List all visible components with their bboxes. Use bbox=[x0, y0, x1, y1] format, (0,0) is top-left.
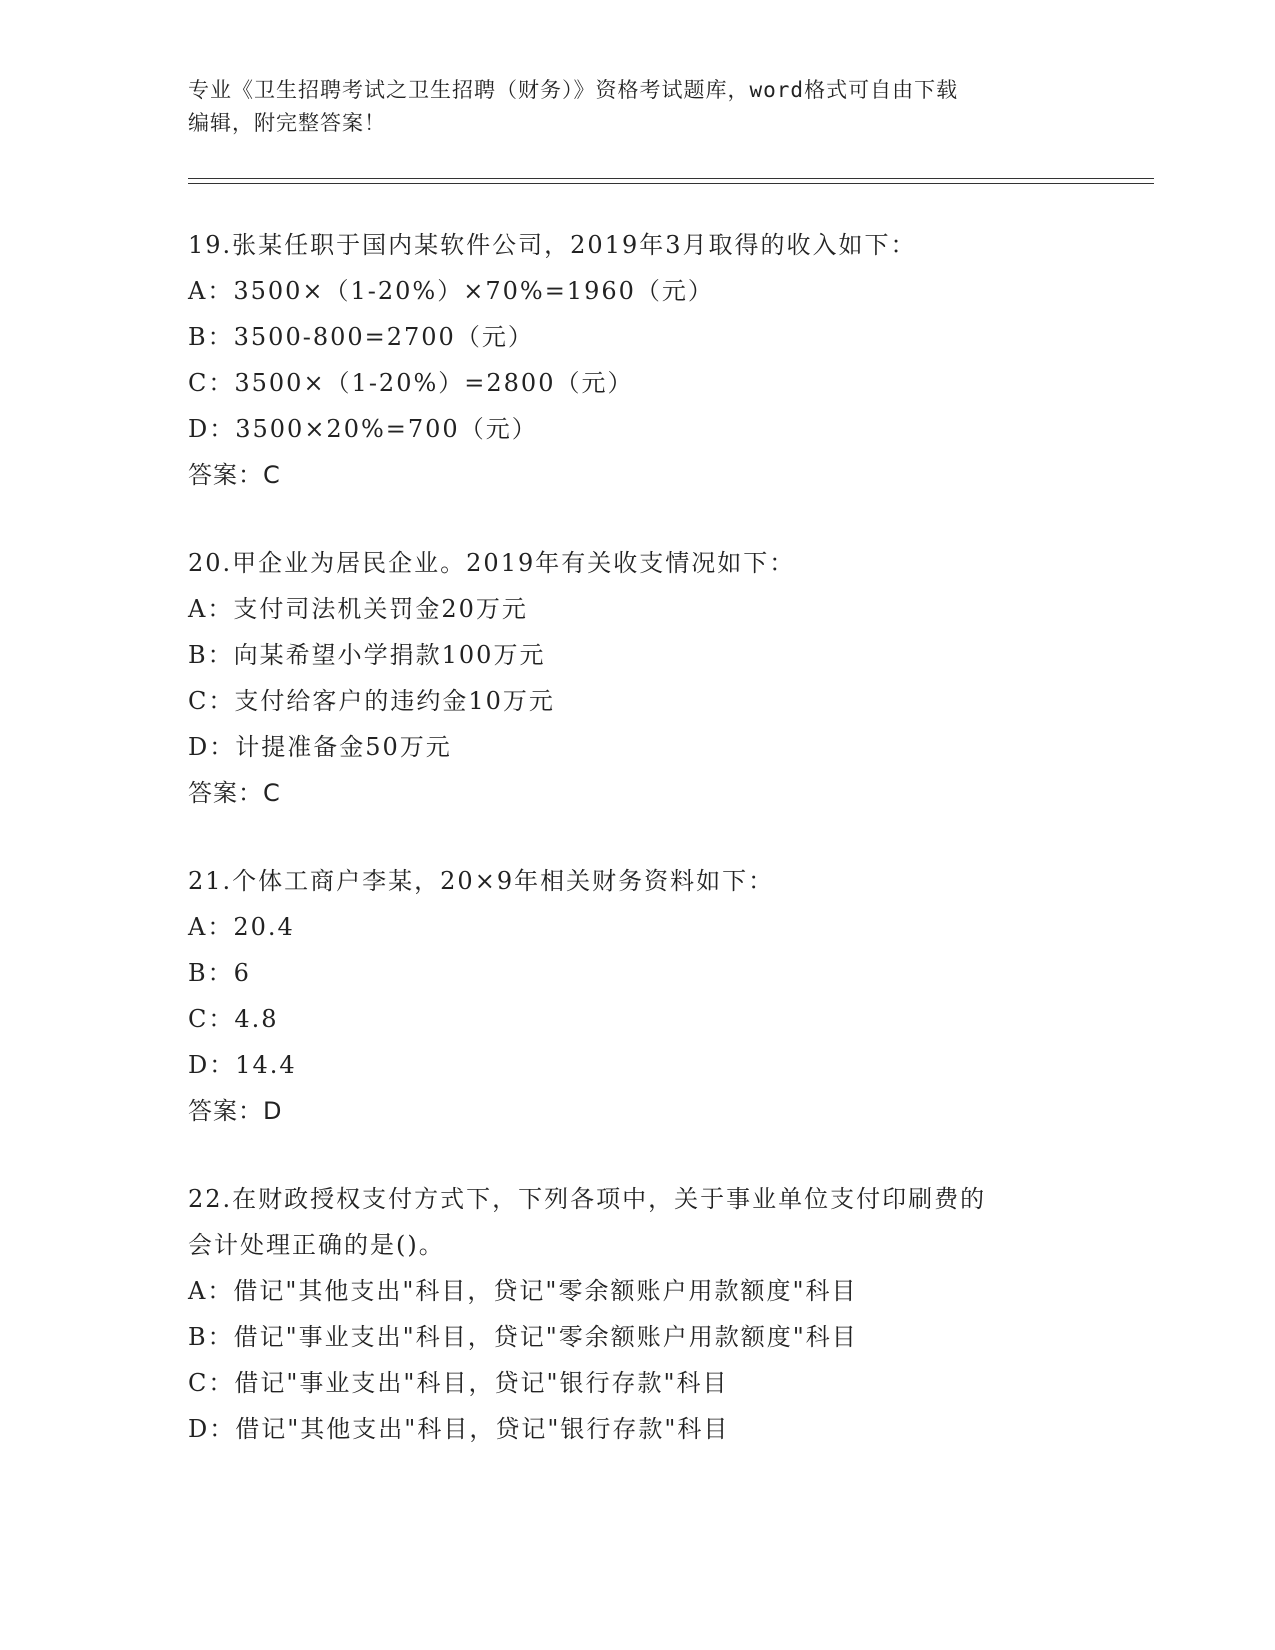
option-d: D：3500×20%=700（元） bbox=[188, 415, 538, 443]
question-stem: 21.个体工商户李某，20×9年相关财务资料如下： bbox=[188, 867, 775, 895]
question-stem: 19.张某任职于国内某软件公司，2019年3月取得的收入如下： bbox=[188, 231, 917, 259]
question-19 bbox=[188, 222, 1088, 498]
header-divider-bottom bbox=[188, 183, 1154, 184]
question-21 bbox=[188, 858, 1088, 1134]
document-header bbox=[188, 74, 1068, 140]
question-22 bbox=[188, 1176, 1088, 1452]
option-b: B：6 bbox=[188, 959, 251, 987]
header-divider-top bbox=[188, 178, 1154, 179]
option-c: C：借记"事业支出"科目，贷记"银行存款"科目 bbox=[188, 1369, 729, 1397]
answer: 答案：C bbox=[188, 461, 281, 489]
header-line-1: 专业《卫生招聘考试之卫生招聘（财务）》资格考试题库，word格式可自由下载 bbox=[188, 78, 959, 102]
option-d: D：借记"其他支出"科目，贷记"银行存款"科目 bbox=[188, 1415, 730, 1443]
question-stem: 22.在财政授权支付方式下，下列各项中，关于事业单位支付印刷费的 bbox=[188, 1185, 987, 1213]
question-20 bbox=[188, 540, 1088, 816]
option-a: A：借记"其他支出"科目，贷记"零余额账户用款额度"科目 bbox=[188, 1277, 858, 1305]
option-c: C：支付给客户的违约金10万元 bbox=[188, 687, 555, 715]
answer: 答案：D bbox=[188, 1097, 283, 1125]
option-c: C：3500×（1-20%）=2800（元） bbox=[188, 369, 634, 397]
option-d: D：14.4 bbox=[188, 1051, 297, 1079]
option-a: A：3500×（1-20%）×70%=1960（元） bbox=[188, 277, 714, 305]
option-b: B：3500-800=2700（元） bbox=[188, 323, 534, 351]
option-a: A：20.4 bbox=[188, 913, 295, 941]
header-line-2: 编辑，附完整答案！ bbox=[188, 111, 386, 135]
option-c: C：4.8 bbox=[188, 1005, 279, 1033]
question-stem: 20.甲企业为居民企业。2019年有关收支情况如下： bbox=[188, 549, 796, 577]
option-b: B：向某希望小学捐款100万元 bbox=[188, 641, 546, 669]
option-a: A：支付司法机关罚金20万元 bbox=[188, 595, 528, 623]
question-stem-continued: 会计处理正确的是()。 bbox=[188, 1231, 445, 1259]
option-b: B：借记"事业支出"科目，贷记"零余额账户用款额度"科目 bbox=[188, 1323, 858, 1351]
answer: 答案：C bbox=[188, 779, 281, 807]
option-d: D：计提准备金50万元 bbox=[188, 733, 452, 761]
